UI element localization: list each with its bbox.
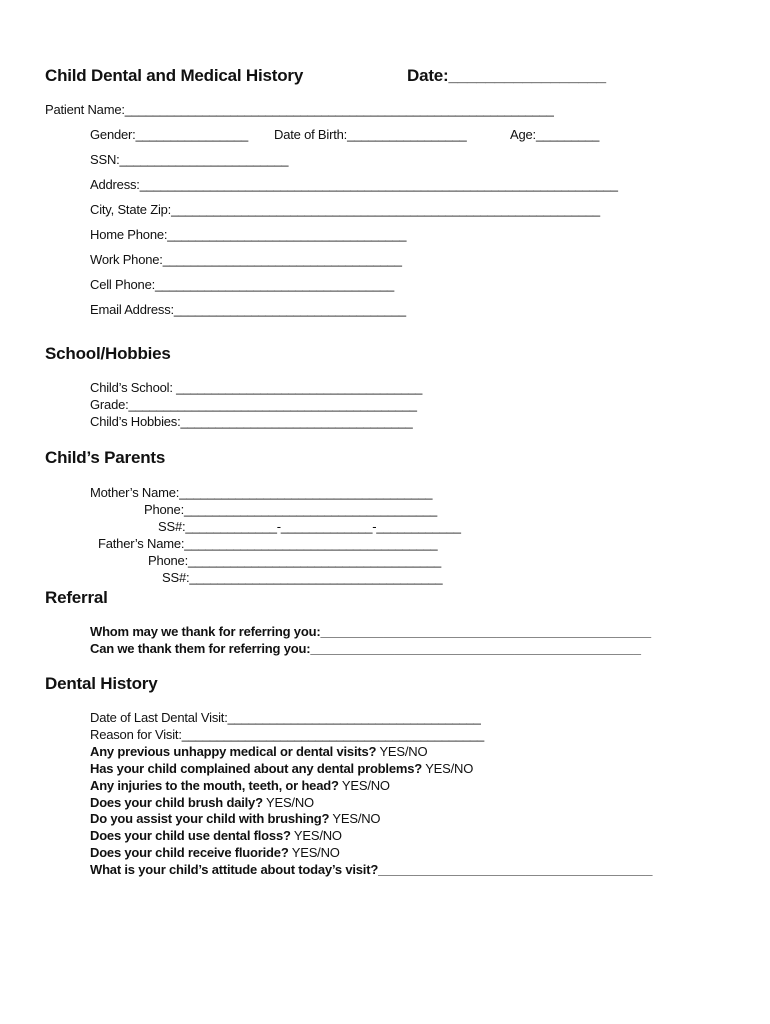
question-dental-floss [90, 828, 342, 843]
yes-no-option[interactable]: YES/NO [293, 828, 342, 843]
ssn-field[interactable]: SSN:________________________ [90, 152, 289, 167]
childs-parents-heading: Child’s Parents [45, 448, 166, 467]
question-complained [90, 761, 473, 776]
question-brush-daily [90, 795, 314, 810]
referral-thank-them-field[interactable]: Can we thank them for referring you:_______________________________________________ [90, 641, 641, 656]
yes-no-option[interactable]: YES/NO [266, 795, 314, 810]
question-text: Do you assist your child with brushing? [90, 811, 330, 826]
question-text: Does your child brush daily? [90, 795, 263, 810]
grade-field[interactable]: Grade:_________________________________________ [90, 397, 417, 412]
referral-heading: Referral [45, 588, 108, 607]
age-field[interactable]: Age:_________ [510, 127, 600, 142]
yes-no-option[interactable]: YES/NO [379, 744, 428, 759]
work-phone-field[interactable]: Work Phone:__________________________________ [90, 252, 402, 267]
father-name-field[interactable]: Father’s Name:____________________________________ [98, 536, 438, 551]
home-phone-field[interactable]: Home Phone:__________________________________ [90, 227, 407, 242]
question-assist-brushing [90, 811, 380, 826]
question-text: Does your child receive fluoride? [90, 845, 289, 860]
school-hobbies-heading: School/Hobbies [45, 344, 171, 363]
question-text: Does your child use dental floss? [90, 828, 291, 843]
date-field[interactable]: Date:_________________ [407, 66, 606, 85]
dental-history-heading: Dental History [45, 674, 158, 693]
question-text: Any injuries to the mouth, teeth, or head? [90, 778, 339, 793]
child-hobbies-field[interactable]: Child’s Hobbies:_________________________________ [90, 414, 413, 429]
yes-no-option[interactable]: YES/NO [341, 778, 390, 793]
patient-name-field[interactable]: Patient Name:_____________________________________________________________ [45, 102, 554, 117]
father-ss-field[interactable]: SS#:____________________________________ [162, 570, 443, 585]
cell-phone-field[interactable]: Cell Phone:__________________________________ [90, 277, 395, 292]
father-phone-field[interactable]: Phone:____________________________________ [148, 553, 442, 568]
referral-thank-field[interactable]: Whom may we thank for referring you:_______________________________________________ [90, 624, 651, 639]
yes-no-option[interactable]: YES/NO [332, 811, 381, 826]
address-field[interactable]: Address:____________________________________________________________________ [90, 177, 618, 192]
attitude-field[interactable]: What is your child’s attitude about today’s visit?_______________________________________ [90, 862, 653, 877]
mother-ss-field[interactable]: SS#:_____________-_____________-____________ [158, 519, 461, 534]
question-fluoride [90, 845, 340, 860]
yes-no-option[interactable]: YES/NO [291, 845, 340, 860]
child-school-field[interactable]: Child’s School: ___________________________________ [90, 380, 423, 395]
email-field[interactable]: Email Address:_________________________________ [90, 302, 406, 317]
mother-name-field[interactable]: Mother’s Name:____________________________________ [90, 485, 433, 500]
dob-field[interactable]: Date of Birth:_________________ [274, 127, 467, 142]
last-dental-visit-field[interactable]: Date of Last Dental Visit:____________________________________ [90, 710, 481, 725]
form-title: Child Dental and Medical History [45, 66, 304, 85]
question-text: Has your child complained about any dental problems? [90, 761, 422, 776]
question-unhappy-visits [90, 744, 427, 759]
reason-for-visit-field[interactable]: Reason for Visit:___________________________________________ [90, 727, 485, 742]
yes-no-option[interactable]: YES/NO [425, 761, 474, 776]
question-text: Any previous unhappy medical or dental visits? [90, 744, 377, 759]
gender-field[interactable]: Gender:________________ [90, 127, 249, 142]
mother-phone-field[interactable]: Phone:____________________________________ [144, 502, 438, 517]
question-injuries [90, 778, 390, 793]
city-state-zip-field[interactable]: City, State Zip:_____________________________________________________________ [90, 202, 600, 217]
